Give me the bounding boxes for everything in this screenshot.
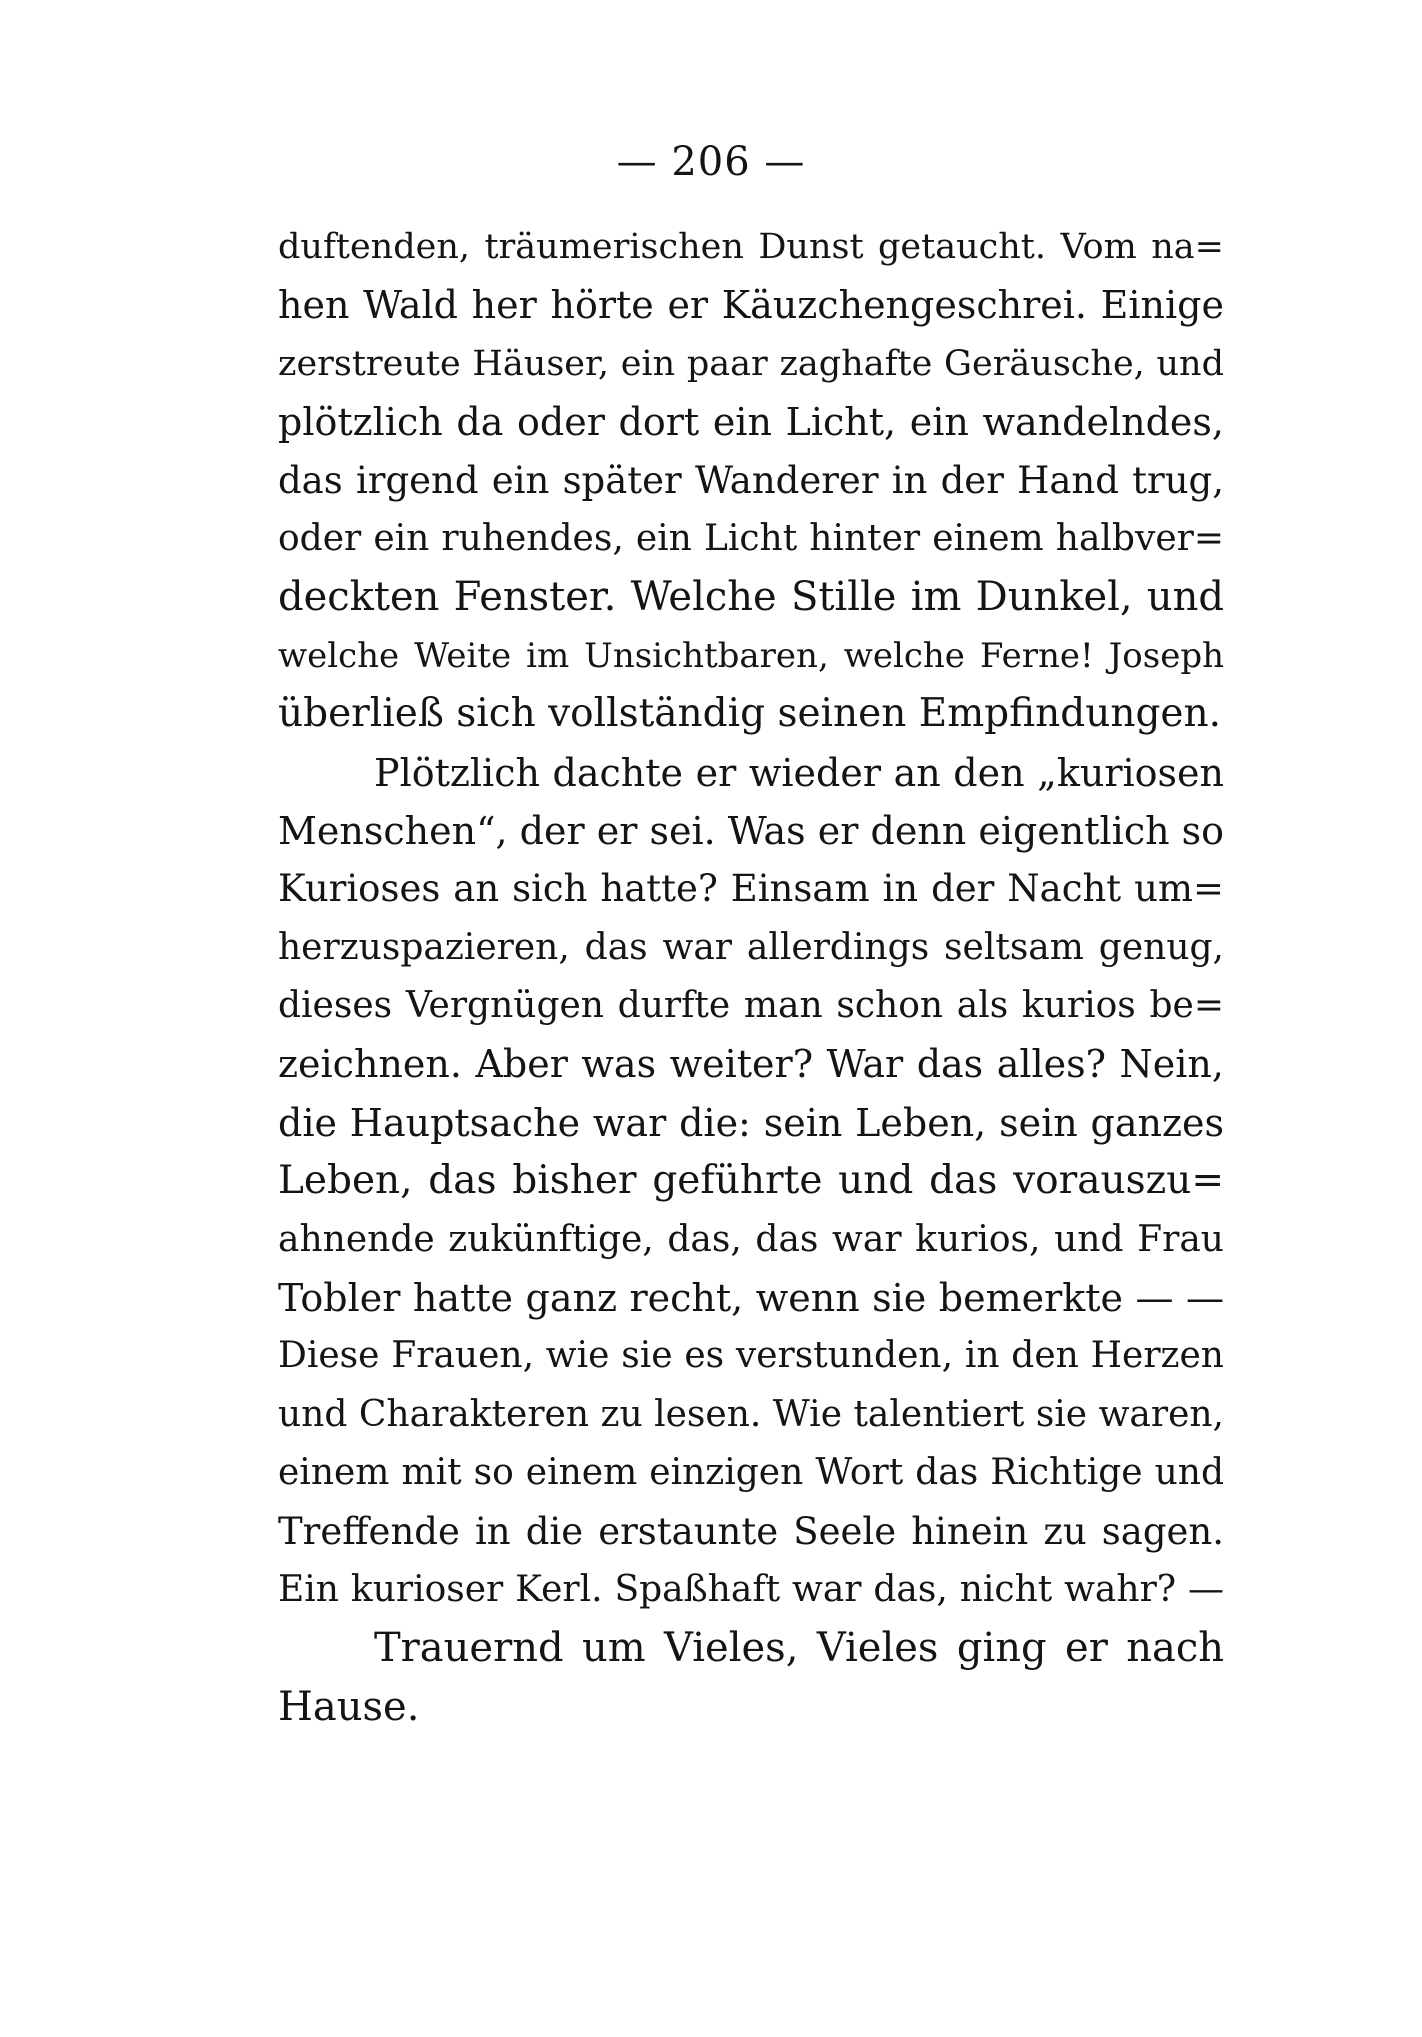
text-line: Trauernd um Vieles, Vieles ging er nach	[374, 1625, 1224, 1672]
text-line: deckten Fenster. Welche Stille im Dunkel, und	[278, 574, 1224, 621]
text-line: Diese Frauen, wie sie es verstunden, in den Herzen	[278, 1335, 1224, 1377]
text-line: Treffende in die erstaunte Seele hinein zu sagen.	[278, 1509, 1224, 1553]
text-line: duftenden, träumerischen Dunst getaucht. Vom na=	[278, 227, 1224, 267]
text-line: Hause.	[278, 1683, 420, 1730]
text-line: hen Wald her hörte er Käuzchengeschrei. Einige	[278, 283, 1224, 328]
text-line: dieses Vergnügen durfte man schon als kurios be=	[278, 985, 1224, 1027]
text-line: Tobler hatte ganz recht, wenn sie bemerkte — —	[278, 1276, 1224, 1321]
text-line: das irgend ein später Wanderer in der Hand trug,	[278, 458, 1224, 502]
text-line: Kurioses an sich hatte? Einsam in der Nacht um=	[278, 867, 1224, 911]
text-line: zeichnen. Aber was weiter? War das alles? Nein,	[278, 1042, 1224, 1087]
text-line: zerstreute Häuser, ein paar zaghafte Geräusche, und	[278, 343, 1224, 384]
text-line: die Hauptsache war die: sein Leben, sein ganzes	[278, 1100, 1224, 1145]
text-line: überließ sich vollständig seinen Empfindungen.	[278, 691, 1222, 737]
text-line: ahnende zukünftige, das, das war kurios, und Frau	[278, 1218, 1224, 1260]
text-line: Plötzlich dachte er wieder an den „kuriosen	[374, 750, 1224, 795]
text-line: oder ein ruhendes, ein Licht hinter einem halbver=	[278, 517, 1224, 559]
page-number: — 206 —	[616, 139, 806, 185]
text-line: herzuspazieren, das war allerdings seltsam genug,	[278, 926, 1224, 968]
text-line: Menschen“, der er sei. Was er denn eigentlich so	[278, 808, 1224, 853]
body-text	[278, 218, 1224, 1736]
text-line: Ein kurioser Kerl. Spaßhaft war das, nicht wahr? —	[278, 1568, 1224, 1610]
text-line: welche Weite im Unsichtbaren, welche Ferne! Joseph	[278, 635, 1224, 676]
text-line: Leben, das bisher geführte und das vorauszu=	[278, 1158, 1224, 1204]
text-line: plötzlich da oder dort ein Licht, ein wandelndes,	[278, 400, 1224, 445]
text-line: und Charakteren zu lesen. Wie talentiert sie waren,	[278, 1393, 1224, 1435]
text-line: einem mit so einem einzigen Wort das Richtige und	[278, 1452, 1224, 1494]
